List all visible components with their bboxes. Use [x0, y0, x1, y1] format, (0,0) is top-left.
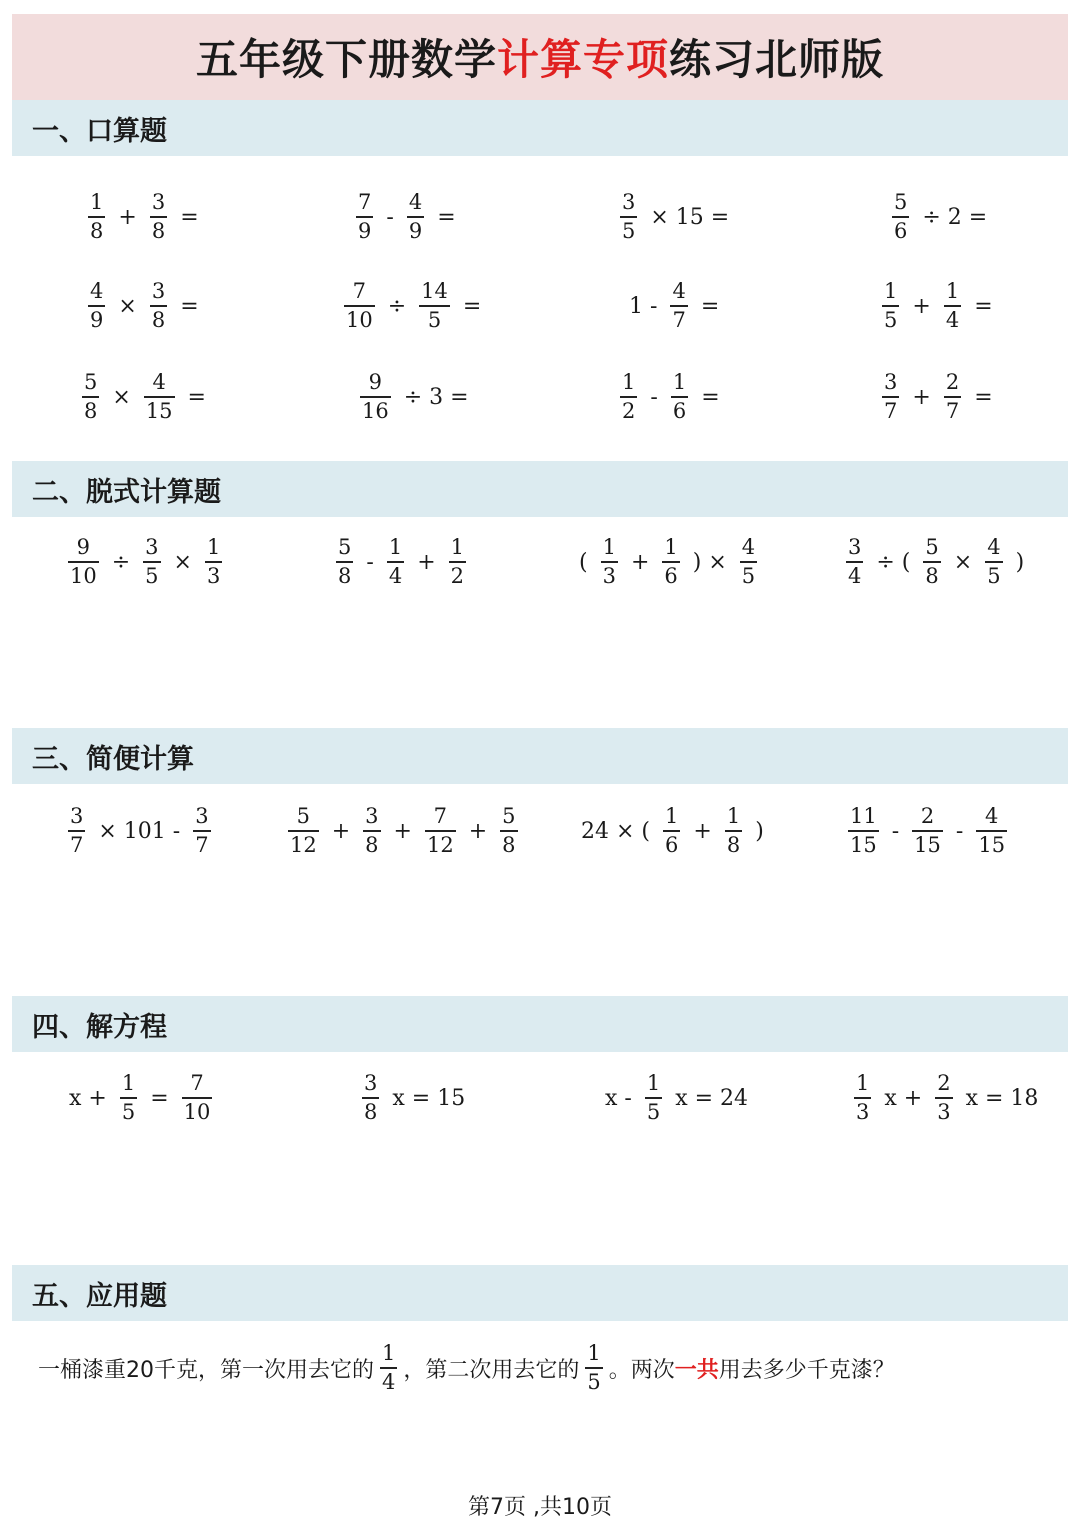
denominator: 4 [388, 563, 403, 588]
operator: x = 18 [965, 1085, 1039, 1111]
fraction [620, 372, 637, 422]
numerator: 3 [848, 535, 862, 560]
numerator: 1 [665, 804, 679, 829]
simplify-expression [282, 801, 524, 861]
fraction [923, 537, 940, 587]
numerator: 4 [987, 535, 1001, 560]
fraction [848, 806, 879, 856]
fraction [935, 1073, 952, 1123]
denominator: 5 [121, 1099, 136, 1124]
equation-expression [62, 1068, 218, 1128]
operator: = [974, 293, 993, 319]
operator: + [912, 293, 931, 319]
fraction [144, 372, 175, 422]
fraction [356, 192, 373, 242]
numerator: 1 [945, 279, 960, 304]
denominator: 2 [450, 563, 464, 588]
fraction [68, 537, 99, 587]
operator: + [118, 204, 137, 230]
operator: = [187, 384, 206, 410]
operator: × 15 = [650, 204, 730, 230]
section-label: 三、简便计算 [32, 743, 194, 775]
operator: 24 × ( [581, 818, 650, 844]
denominator: 10 [346, 307, 373, 332]
numerator: 4 [90, 279, 104, 304]
denominator: 7 [945, 398, 960, 423]
operator: - [891, 818, 900, 844]
operator: - [955, 818, 964, 844]
denominator: 6 [665, 832, 679, 857]
denominator: 3 [602, 563, 616, 588]
simplify-expression [62, 801, 217, 861]
problem-text: 一桶漆重20千克，第一次用去它的 [38, 1357, 374, 1383]
fraction [193, 806, 210, 856]
fraction [150, 192, 167, 242]
numerator: 2 [920, 804, 935, 829]
denominator: 4 [945, 307, 960, 332]
operator: = [974, 384, 993, 410]
numerator: 4 [672, 279, 686, 304]
denominator: 3 [856, 1099, 870, 1124]
operator: ÷ ( [876, 549, 911, 575]
problem-text: ，第二次用去它的 [403, 1357, 580, 1383]
numerator: 4 [741, 535, 756, 560]
fraction [88, 192, 105, 242]
fraction [205, 537, 222, 587]
numerator: 2 [937, 1071, 951, 1096]
numerator: 9 [76, 535, 91, 560]
denominator: 3 [206, 563, 221, 588]
fraction [944, 372, 961, 422]
section-header-stepwise [12, 461, 1068, 517]
fraction [82, 372, 99, 422]
operator: ÷ [111, 549, 131, 575]
fraction [425, 806, 456, 856]
operator: ) [755, 818, 764, 844]
simplify-expression [842, 801, 1013, 861]
denominator: 15 [850, 832, 877, 857]
fraction [120, 1073, 137, 1123]
numerator: 7 [433, 804, 448, 829]
operator: - [366, 549, 374, 575]
numerator: 3 [145, 535, 159, 560]
stepwise-expression [840, 532, 1031, 592]
fraction [380, 1343, 397, 1393]
numerator: 1 [450, 535, 464, 560]
operator: + [393, 818, 412, 844]
denominator: 5 [622, 218, 636, 243]
denominator: 8 [365, 832, 379, 857]
denominator: 6 [664, 563, 678, 588]
section-header-oral [12, 100, 1068, 156]
oral-expression [622, 276, 726, 336]
oral-row-2 [0, 276, 1080, 336]
operator: + [630, 549, 650, 575]
denominator: 9 [408, 218, 423, 243]
fraction [912, 806, 943, 856]
section-header-equations [12, 996, 1068, 1052]
oral-expression [876, 367, 1000, 427]
numerator: 11 [850, 804, 877, 829]
fraction [882, 281, 899, 331]
oral-row-1 [0, 187, 1080, 247]
denominator: 2 [622, 398, 636, 423]
operator: - [386, 204, 394, 230]
fraction [419, 281, 450, 331]
numerator: 4 [152, 370, 166, 395]
stepwise-expression [572, 532, 763, 592]
numerator: 1 [121, 1071, 136, 1096]
numerator: 3 [151, 190, 166, 215]
fraction [362, 1073, 379, 1123]
operator: = [462, 293, 482, 319]
operator: + [468, 818, 488, 844]
operator: + [912, 384, 931, 410]
operator: = [180, 293, 199, 319]
fraction [740, 537, 757, 587]
fraction [976, 806, 1007, 856]
denominator: 6 [894, 218, 908, 243]
denominator: 7 [672, 307, 686, 332]
denominator: 8 [84, 398, 98, 423]
operator: × 101 - [98, 818, 181, 844]
numerator: 1 [388, 535, 403, 560]
numerator: 3 [151, 279, 166, 304]
numerator: 3 [884, 370, 898, 395]
denominator: 5 [587, 1369, 601, 1394]
fraction [500, 806, 517, 856]
fraction [387, 537, 404, 587]
numerator: 1 [382, 1341, 396, 1366]
numerator: 3 [365, 804, 379, 829]
oral-expression [354, 367, 476, 427]
page-footer: 第7页 ,共10页 [468, 1495, 612, 1520]
fraction [449, 537, 466, 587]
denominator: 9 [358, 218, 372, 243]
problem-text: 。两次 [608, 1357, 675, 1383]
fraction [671, 372, 688, 422]
numerator: 14 [421, 279, 448, 304]
section-label: 四、解方程 [32, 1011, 167, 1043]
operator: ) [1015, 549, 1025, 575]
denominator: 3 [937, 1099, 951, 1124]
fraction [725, 806, 742, 856]
operator: = [700, 293, 720, 319]
fraction [645, 1073, 662, 1123]
operator: × [953, 549, 973, 575]
operator: ÷ 2 = [922, 204, 988, 230]
numerator: 1 [672, 370, 687, 395]
denominator: 15 [145, 398, 173, 423]
numerator: 5 [925, 535, 939, 560]
fraction [363, 806, 380, 856]
numerator: 1 [884, 279, 898, 304]
operator: × [118, 293, 137, 319]
denominator: 8 [364, 1099, 378, 1124]
operator: x = 24 [675, 1085, 749, 1111]
numerator: 3 [195, 804, 209, 829]
numerator: 5 [894, 190, 908, 215]
oral-expression [886, 187, 994, 247]
equation-expression [356, 1068, 472, 1128]
fraction [601, 537, 618, 587]
fraction [288, 806, 319, 856]
denominator: 7 [70, 832, 84, 857]
operator: ) × [692, 549, 727, 575]
denominator: 8 [151, 307, 166, 332]
operator: + [693, 818, 712, 844]
fraction [360, 372, 391, 422]
equation-expression [848, 1068, 1045, 1128]
fraction [88, 281, 105, 331]
oral-expression [82, 276, 206, 336]
title-highlight: 计算专项 [496, 35, 669, 84]
fraction [407, 192, 424, 242]
denominator: 16 [362, 398, 389, 423]
denominator: 8 [502, 832, 516, 857]
operator: 1 - [629, 293, 658, 319]
denominator: 5 [145, 563, 159, 588]
numerator: 3 [364, 1071, 378, 1096]
fraction [150, 281, 167, 331]
numerator: 1 [646, 1071, 661, 1096]
denominator: 7 [195, 832, 209, 857]
fraction [985, 537, 1002, 587]
operator: = [701, 384, 720, 410]
denominator: 7 [884, 398, 898, 423]
denominator: 10 [183, 1099, 211, 1124]
section-label: 一、口算题 [32, 115, 167, 147]
denominator: 9 [90, 307, 104, 332]
numerator: 2 [945, 370, 960, 395]
numerator: 7 [358, 190, 372, 215]
problem-highlight: 一共 [674, 1357, 719, 1383]
numerator: 1 [856, 1071, 870, 1096]
denominator: 8 [726, 832, 741, 857]
oral-expression [82, 187, 206, 247]
section-label: 二、脱式计算题 [32, 476, 221, 508]
denominator: 8 [338, 563, 352, 588]
operator: + [417, 549, 436, 575]
fraction [663, 806, 680, 856]
fraction [68, 806, 85, 856]
fraction [585, 1343, 602, 1393]
oral-expression [614, 367, 727, 427]
numerator: 7 [190, 1071, 204, 1096]
operator: = [150, 1085, 169, 1111]
numerator: 3 [70, 804, 84, 829]
section-label: 五、应用题 [32, 1280, 167, 1312]
numerator: 9 [368, 370, 383, 395]
oral-expression [614, 187, 736, 247]
fraction [662, 537, 679, 587]
oral-expression [76, 367, 213, 427]
denominator: 5 [987, 563, 1001, 588]
fraction [882, 372, 899, 422]
fraction [182, 1073, 213, 1123]
title-part2: 练习北师版 [669, 35, 885, 84]
stepwise-row [0, 532, 1080, 592]
denominator: 8 [151, 218, 166, 243]
page-title [12, 14, 1068, 100]
denominator: 15 [914, 832, 941, 857]
denominator: 15 [978, 832, 1006, 857]
numerator: 5 [84, 370, 98, 395]
stepwise-expression [330, 532, 472, 592]
operator: ÷ [387, 293, 407, 319]
fraction [344, 281, 375, 331]
stepwise-expression [62, 532, 228, 592]
numerator: 1 [90, 190, 104, 215]
denominator: 5 [884, 307, 898, 332]
problem-text: 用去多少千克漆？ [718, 1357, 895, 1383]
denominator: 5 [741, 563, 756, 588]
operator: x + [69, 1085, 107, 1111]
fraction [854, 1073, 871, 1123]
fraction [620, 192, 637, 242]
denominator: 4 [848, 563, 862, 588]
numerator: 5 [502, 804, 516, 829]
denominator: 8 [90, 218, 104, 243]
title-part1: 五年级下册数学 [195, 35, 497, 84]
operator: ÷ 3 = [403, 384, 469, 410]
operator: + [331, 818, 351, 844]
operator: x = 15 [392, 1085, 466, 1111]
numerator: 5 [296, 804, 311, 829]
fraction [143, 537, 160, 587]
denominator: 5 [427, 307, 442, 332]
numerator: 3 [622, 190, 636, 215]
oral-expression [876, 276, 1000, 336]
oral-row-3 [0, 367, 1080, 427]
operator: ( [579, 549, 588, 575]
fraction [670, 281, 687, 331]
operator: × [112, 384, 131, 410]
operator: = [437, 204, 456, 230]
denominator: 12 [290, 832, 317, 857]
fraction [846, 537, 863, 587]
numerator: 1 [622, 370, 636, 395]
numerator: 1 [587, 1341, 601, 1366]
equation-expression [598, 1068, 755, 1128]
equation-row [0, 1068, 1080, 1128]
simplify-expression [574, 801, 771, 861]
denominator: 6 [672, 398, 687, 423]
operator: = [180, 204, 199, 230]
denominator: 10 [70, 563, 97, 588]
numerator: 5 [338, 535, 352, 560]
denominator: 5 [646, 1099, 661, 1124]
section-header-word-problem [12, 1265, 1068, 1321]
fraction [892, 192, 909, 242]
oral-expression [350, 187, 463, 247]
operator: - [650, 384, 658, 410]
numerator: 4 [408, 190, 423, 215]
denominator: 4 [382, 1369, 396, 1394]
numerator: 1 [206, 535, 221, 560]
section-header-simplify [12, 728, 1068, 784]
oral-expression [338, 276, 488, 336]
numerator: 1 [664, 535, 678, 560]
operator: × [173, 549, 192, 575]
operator: x - [605, 1085, 632, 1111]
fraction [336, 537, 353, 587]
fraction [944, 281, 961, 331]
numerator: 1 [602, 535, 616, 560]
denominator: 12 [426, 832, 454, 857]
simplify-row [0, 801, 1080, 861]
operator: x + [884, 1085, 923, 1111]
numerator: 4 [985, 804, 999, 829]
numerator: 1 [726, 804, 741, 829]
word-problem [38, 1338, 895, 1398]
numerator: 7 [352, 279, 367, 304]
denominator: 8 [925, 563, 939, 588]
